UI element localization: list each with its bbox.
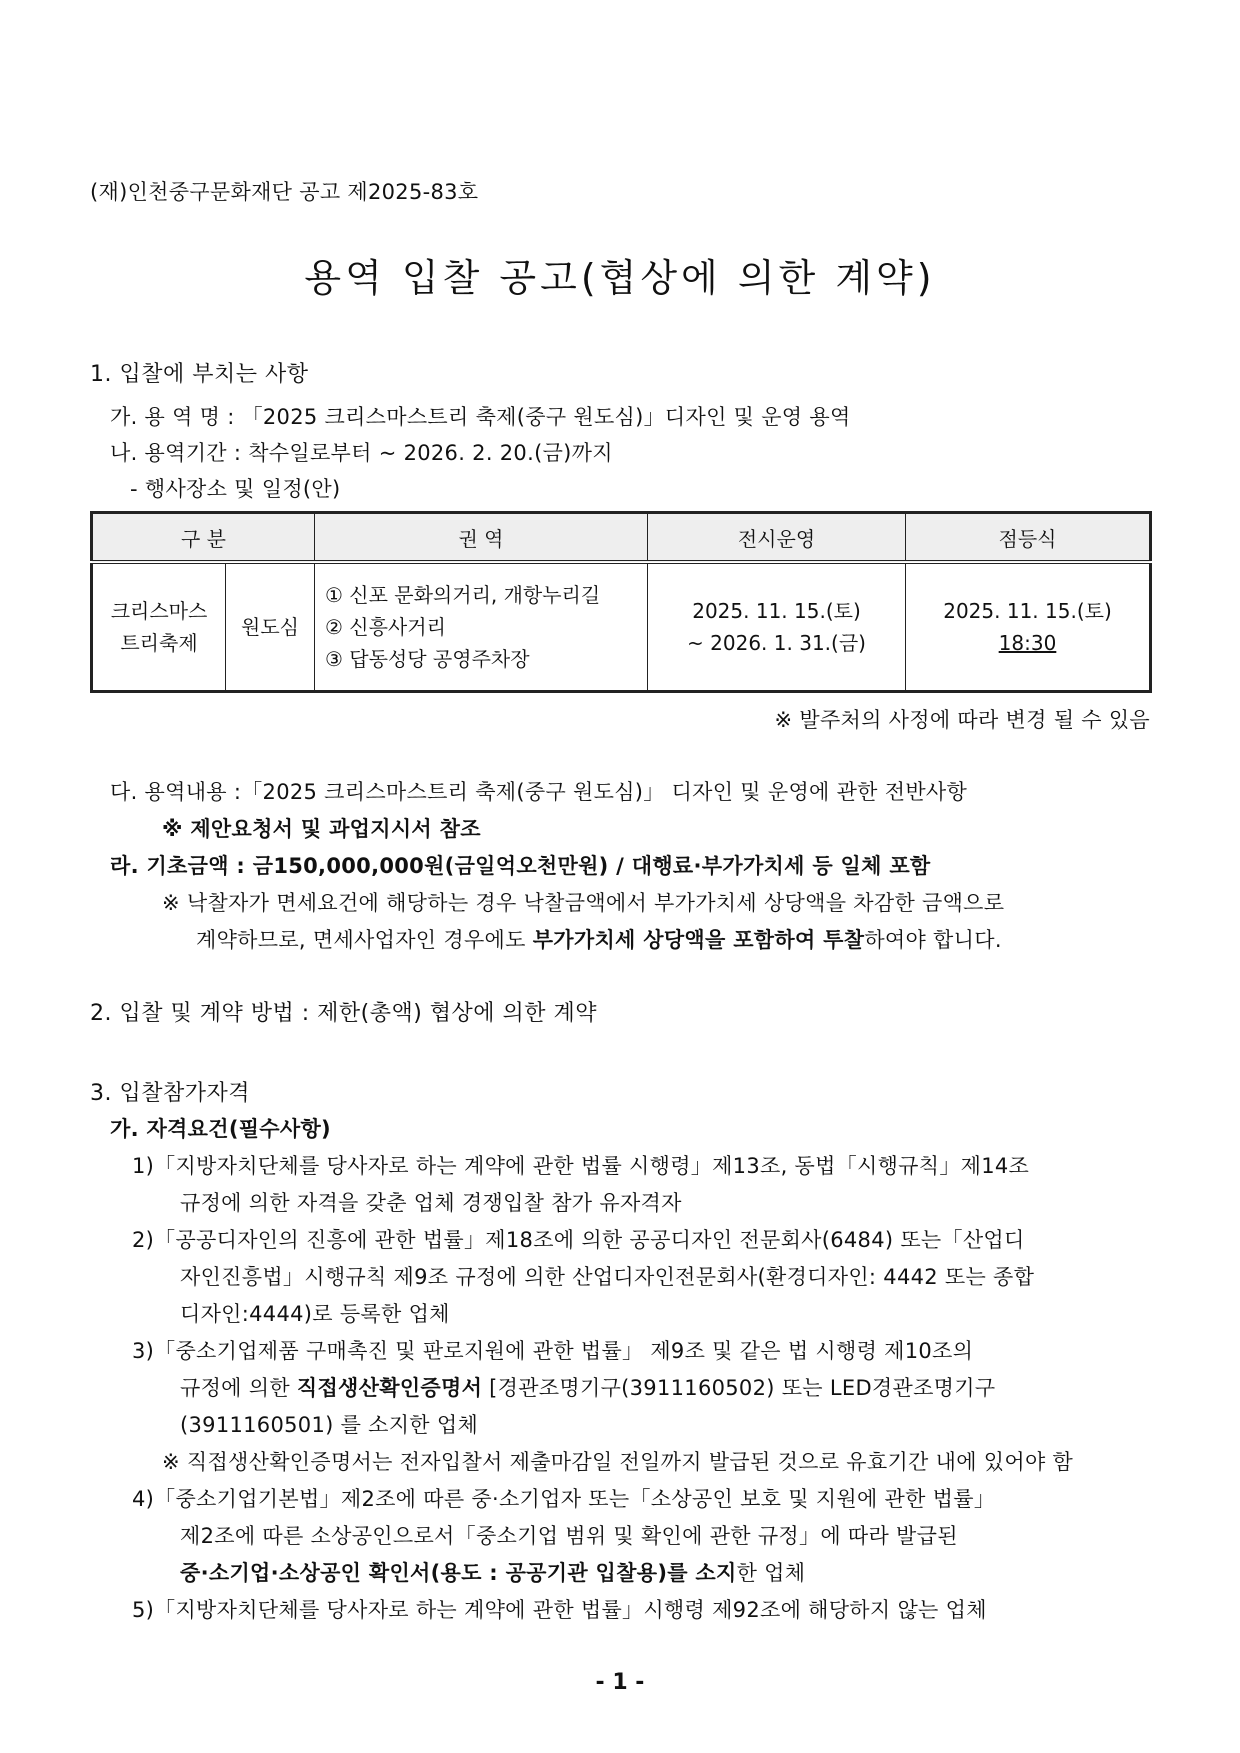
requirement-1-line1: 1)「지방자치단체를 당사자로 하는 계약에 관한 법률 시행령」제13조, 동법「시행규칙」제14조 [132,1154,1030,1178]
service-content: 다. 용역내용 :「2025 크리스마스트리 축제(중구 원도심)」 디자인 및 운영에 관한 전반사항 [110,780,968,804]
requirement-4-text-b: 한 업체 [736,1561,806,1585]
requirement-4-line3 [180,1557,805,1587]
requirement-3-text-c: [경관조명기구(3911160502) 또는 LED경관조명기구 [482,1376,996,1400]
tax-note-line2 [196,924,1002,954]
tax-note-emphasis: 부가가치세 상당액을 포함하여 투찰 [532,928,865,952]
table-header-row [92,513,1151,563]
requirement-2-line3: 디자인:4444)로 등록한 업체 [180,1302,450,1326]
section2-heading: 2. 입찰 및 계약 방법 : 제한(총액) 협상에 의한 계약 [90,1001,598,1026]
service-content-note: ※ 제안요청서 및 과업지시서 참조 [162,817,481,841]
page-title: 용역 입찰 공고(협상에 의한 계약) [304,256,936,300]
requirement-2-line1: 2)「공공디자인의 진흥에 관한 법률」제18조에 의한 공공디자인 전문회사(6484) 또는「산업디 [132,1228,1025,1252]
tax-note-text-a: 계약하므로, 면세사업자인 경우에도 [196,928,533,952]
area-item: ① 신포 문화의거리, 개항누리길 [325,583,601,607]
requirement-4-line1: 4)「중소기업기본법」제2조에 따른 중·소기업자 또는「소상공인 보호 및 지원에 관한 법률」 [132,1487,996,1511]
service-period: 나. 용역기간 : 착수일로부터 ~ 2026. 2. 20.(금)까지 [110,441,613,465]
header-category: 구 분 [92,513,315,563]
table-note: ※ 발주처의 사정에 따라 변경 될 수 있음 [774,708,1150,732]
header-lighting: 점등식 [906,513,1151,563]
area-item: ③ 답동성당 공영주차장 [325,647,530,671]
event-region: 원도심 [226,562,315,692]
venue-schedule-label: - 행사장소 및 일정(안) [130,477,341,501]
event-category-text: 크리스마스 트리축제 [110,599,208,655]
exhibition-end: ~ 2026. 1. 31.(금) [687,631,866,655]
requirement-2-line2: 자인진흥법」시행규칙 제9조 규정에 의한 산업디자인전문회사(환경디자인: 4442 또는 종합 [180,1265,1035,1289]
requirement-4-line2: 제2조에 따른 소상공인으로서「중소기업 범위 및 확인에 관한 규정」에 따라 발급된 [180,1524,958,1548]
lighting-ceremony [906,562,1151,692]
requirement-4-emphasis: 중·소기업·소상공인 확인서(용도 : 공공기관 입찰용)를 소지 [180,1561,737,1585]
section1-heading: 1. 입찰에 부치는 사항 [90,362,309,387]
tax-note-text-c: 하여야 합니다. [864,928,1002,952]
header-area: 권 역 [315,513,648,563]
tax-note-line1: ※ 낙찰자가 면세요건에 해당하는 경우 낙찰금액에서 부가가치세 상당액을 차감한 금액으로 [162,891,1005,915]
header-exhibition: 전시운영 [648,513,906,563]
table-row [92,562,1151,692]
requirement-3-emphasis: 직접생산확인증명서 [296,1376,483,1400]
requirement-1-line2: 규정에 의한 자격을 갖춘 업체 경쟁입찰 참가 유자격자 [180,1191,682,1215]
qualification-subheading: 가. 자격요건(필수사항) [110,1117,331,1141]
area-item: ② 신흥사거리 [325,615,446,639]
service-name: 가. 용 역 명 : 「2025 크리스마스트리 축제(중구 원도심)」디자인 및 운영 용역 [110,405,851,429]
section3-heading: 3. 입찰참가자격 [90,1081,250,1106]
requirement-3-line1: 3)「중소기업제품 구매촉진 및 판로지원에 관한 법률」 제9조 및 같은 법 시행령 제10조의 [132,1339,974,1363]
lighting-time: 18:30 [998,631,1057,655]
requirement-3-line2 [180,1372,995,1402]
requirement-3-text-a: 규정에 의한 [180,1376,297,1400]
event-areas [315,562,648,692]
page-number: - 1 - [595,1670,645,1695]
notice-number: (재)인천중구문화재단 공고 제2025-83호 [90,180,479,204]
event-category [92,562,226,692]
base-amount: 라. 기초금액 : 금150,000,000원(금일억오천만원) / 대행료·부가가치세 등 일체 포함 [110,854,931,878]
exhibition-start: 2025. 11. 15.(토) [692,599,861,623]
requirement-3-line3: (3911160501) 를 소지한 업체 [180,1413,479,1437]
requirement-5-line1: 5)「지방자치단체를 당사자로 하는 계약에 관한 법률」시행령 제92조에 해당하지 않는 업체 [132,1598,987,1622]
exhibition-period [648,562,906,692]
lighting-date: 2025. 11. 15.(토) [943,599,1112,623]
requirement-3-note: ※ 직접생산확인증명서는 전자입찰서 제출마감일 전일까지 발급된 것으로 유효기간 내에 있어야 함 [162,1450,1074,1474]
schedule-table [90,511,1152,693]
